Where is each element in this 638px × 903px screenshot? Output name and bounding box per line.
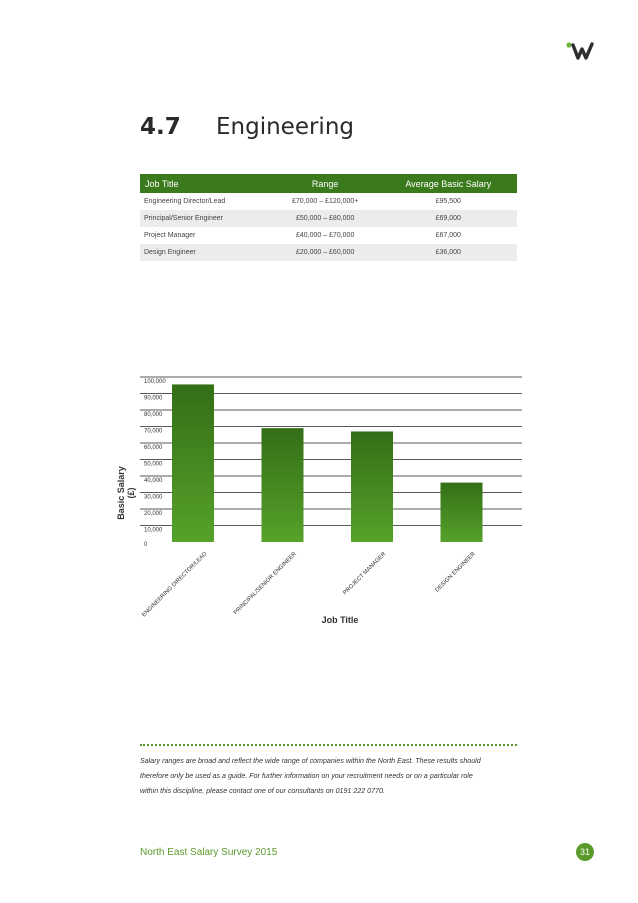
cell-range: £40,000 – £70,000: [295, 232, 355, 239]
y-tick-label: 10,000: [144, 527, 163, 534]
bar: [262, 428, 304, 542]
cell-average: £95,500: [435, 198, 461, 205]
footnote-line: therefore only be used as a guide. For further information on your recruitment needs or on a particular role: [140, 772, 473, 780]
y-axis-title: Basic Salary (£): [116, 466, 136, 520]
bar: [351, 431, 393, 542]
bar: [172, 384, 214, 542]
cell-job-title: Principal/Senior Engineer: [140, 210, 271, 227]
y-tick-label: 30,000: [144, 494, 163, 501]
cell-job-title: Project Manager: [144, 232, 196, 239]
x-tick-label: ENGINEERING DIRECTOR/LEAD: [141, 551, 209, 619]
table-row: [140, 244, 517, 261]
dotted-divider: [140, 744, 517, 746]
y-tick-label: 50,000: [144, 461, 163, 468]
y-tick-label: 20,000: [144, 511, 163, 517]
cell-average: £69,000: [380, 210, 517, 227]
footnote-line: Salary ranges are broad and reflect the wide range of companies within the North East. These results should: [140, 757, 481, 765]
header-range: Range: [271, 174, 380, 193]
footnote-line: within this discipline, please contact one of our consultants on 0191 222 0770.: [140, 787, 385, 795]
table-row: [140, 210, 517, 227]
footer-title: North East Salary Survey 2015: [140, 847, 278, 858]
y-tick-label: 90,000: [144, 395, 163, 402]
x-tick-label: DESIGN ENGINEER: [434, 551, 477, 594]
y-tick-label: 40,000: [144, 478, 163, 484]
table-row: [140, 193, 517, 210]
footnote: [140, 754, 520, 799]
cell-range: £20,000 – £60,000: [271, 244, 380, 261]
y-tick-label: 0: [144, 542, 148, 548]
section-heading: [140, 114, 354, 140]
chart-canvas: [110, 365, 530, 635]
company-logo: [566, 41, 596, 63]
salary-bar-chart: [110, 365, 530, 635]
x-axis-title: Job Title: [321, 615, 359, 625]
cell-average: £36,000: [380, 244, 517, 261]
cell-average: £67,000: [435, 232, 461, 239]
table-row: [140, 227, 517, 244]
y-tick-label: 100,000: [144, 379, 166, 385]
cell-job-title: Design Engineer: [140, 244, 271, 261]
cell-job-title: Engineering Director/Lead: [144, 198, 226, 205]
cell-range: £50,000 – £80,000: [271, 210, 380, 227]
cell-range: £70,000 – £120,000+: [291, 198, 359, 205]
bar: [441, 483, 483, 542]
x-tick-label: PROJECT MANAGER: [342, 551, 388, 597]
page-number: 31: [576, 843, 594, 861]
y-tick-label: 70,000: [144, 428, 163, 435]
section-title: Engineering: [216, 114, 354, 140]
header-average-salary: Average Basic Salary: [380, 174, 517, 193]
x-tick-label: PRINCIPAL/SENIOR ENGINEER: [232, 551, 298, 617]
table-header-row: [140, 174, 517, 193]
salary-table: [140, 174, 517, 261]
y-tick-label: 80,000: [144, 412, 163, 418]
section-number: 4.7: [140, 114, 181, 140]
y-tick-label: 60,000: [144, 445, 163, 451]
header-job-title: Job Title: [140, 174, 271, 193]
